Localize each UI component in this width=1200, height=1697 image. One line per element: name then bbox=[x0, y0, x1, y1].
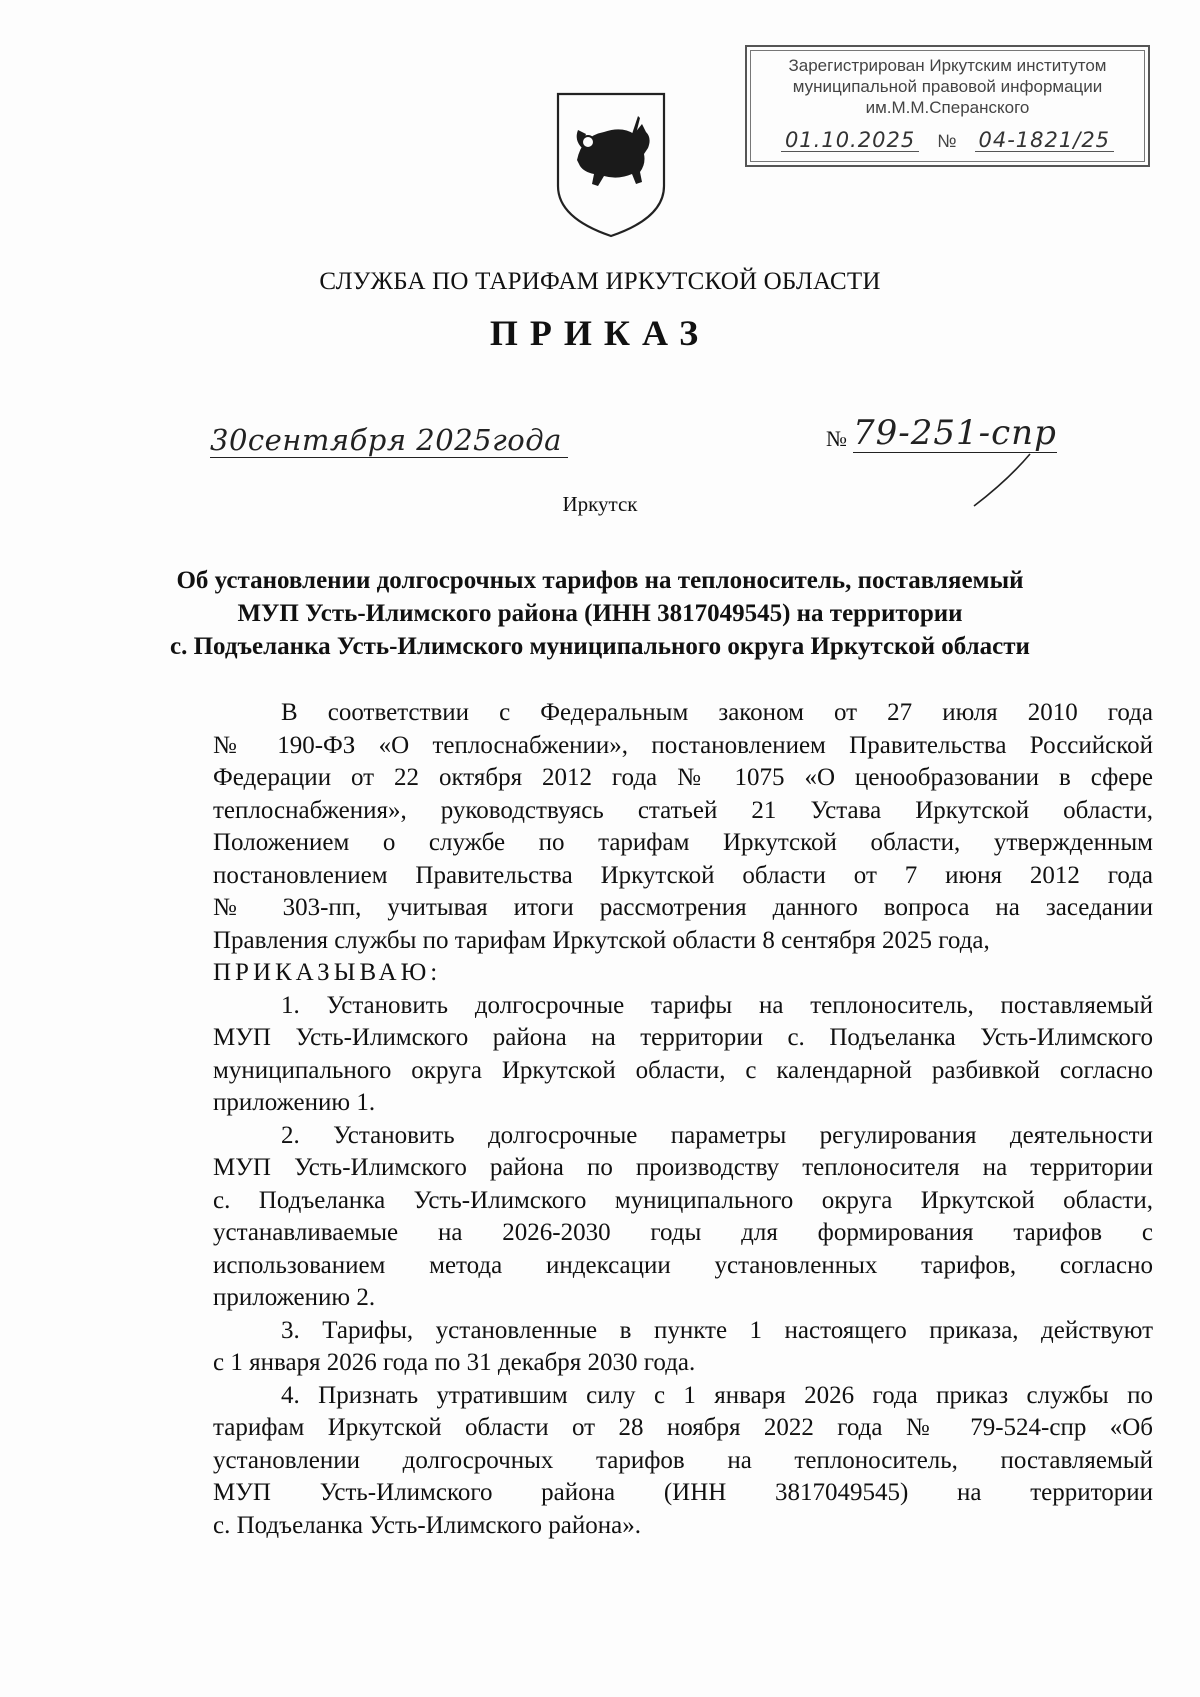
issuing-authority: СЛУЖБА ПО ТАРИФАМ ИРКУТСКОЙ ОБЛАСТИ bbox=[319, 268, 881, 295]
item-4-line: 4. Признать утратившим силу с 1 января 2026 года приказ службы по bbox=[281, 1381, 1153, 1409]
item-1-line: 1. Установить долгосрочные тарифы на теплоноситель, поставляемый bbox=[281, 991, 1153, 1019]
preamble-line: теплоснабжения», руководствуясь статьей 21 Устава Иркутской области, bbox=[213, 796, 1153, 824]
item-2-line: приложению 2. bbox=[213, 1284, 376, 1311]
preamble-line: В соответствии с Федеральным законом от 27 июля 2010 года bbox=[281, 699, 1153, 726]
stamp-date: 01.10.2025 bbox=[781, 130, 919, 152]
preamble-line: № 190-ФЗ «О теплоснабжении», постановлением Правительства Российской bbox=[213, 731, 1153, 759]
order-heading bbox=[150, 564, 1050, 663]
stamp-line-3: им.М.М.Сперанского bbox=[865, 98, 1030, 117]
heading-line: Об установлении долгосрочных тарифов на теплоноситель, поставляемый bbox=[176, 567, 1024, 594]
order-body bbox=[213, 697, 1153, 1542]
stamp-number-label: № bbox=[937, 131, 957, 151]
item-4-line: МУП Усть-Илимского района (ИНН 3817049545) на территории bbox=[213, 1479, 1153, 1506]
place-of-issue: Иркутск bbox=[562, 492, 638, 516]
decree-word: ПРИКАЗЫВАЮ: bbox=[213, 959, 442, 986]
item-4-line: тарифам Иркутской области от 28 ноября 2022 года № 79-524-спр «Об bbox=[213, 1414, 1153, 1441]
item-2-line: МУП Усть-Илимского района по производству теплоносителя на территории bbox=[213, 1154, 1153, 1181]
heading-line: МУП Усть-Илимского района (ИНН 3817049545) на территории bbox=[237, 600, 963, 627]
document-title: ПРИКАЗ bbox=[489, 313, 711, 353]
item-3-line: с 1 января 2026 года по 31 декабря 2030 года. bbox=[213, 1349, 696, 1376]
preamble-line: постановлением Правительства Иркутской области от 7 июня 2012 года bbox=[213, 861, 1153, 889]
item-2-line: использованием метода индексации установленных тарифов, согласно bbox=[213, 1251, 1153, 1279]
registration-stamp bbox=[745, 45, 1150, 167]
stamp-line-1: Зарегистрирован Иркутским институтом bbox=[788, 56, 1107, 75]
item-4-line: с. Подъеланка Усть-Илимского района». bbox=[213, 1511, 641, 1539]
item-1-line: МУП Усть-Илимского района на территории с. Подъеланка Усть-Илимского bbox=[213, 1024, 1153, 1051]
order-number-label: № bbox=[826, 426, 847, 451]
preamble-line: Федерации от 22 октября 2012 года № 1075 «О ценообразовании в сфере bbox=[213, 764, 1153, 791]
preamble-line: № 303-пп, учитывая итоги рассмотрения данного вопроса на заседании bbox=[213, 894, 1153, 921]
coat-of-arms-icon bbox=[552, 90, 670, 240]
stamp-line-2: муниципальной правовой информации bbox=[792, 77, 1103, 96]
preamble-line: Правления службы по тарифам Иркутской области 8 сентября 2025 года, bbox=[213, 926, 990, 954]
item-4-line: установлении долгосрочных тарифов на теплоноситель, поставляемый bbox=[213, 1446, 1153, 1474]
order-number: 79-251-спр bbox=[853, 413, 1057, 453]
order-date: 30сентября 2025года bbox=[210, 423, 568, 458]
item-3-line: 3. Тарифы, установленные в пункте 1 настоящего приказа, действуют bbox=[281, 1316, 1153, 1344]
heading-line: с. Подъеланка Усть-Илимского муниципального округа Иркутской области bbox=[170, 633, 1030, 660]
item-2-line: 2. Установить долгосрочные параметры регулирования деятельности bbox=[281, 1121, 1153, 1149]
item-1-line: приложению 1. bbox=[213, 1089, 376, 1116]
item-1-line: муниципального округа Иркутской области, с календарной разбивкой согласно bbox=[213, 1056, 1153, 1084]
preamble-line: Положением о службе по тарифам Иркутской области, утвержденным bbox=[213, 829, 1153, 856]
item-2-line: с. Подъеланка Усть-Илимского муниципального округа Иркутской области, bbox=[213, 1186, 1153, 1214]
stamp-number: 04-1821/25 bbox=[975, 130, 1115, 152]
item-2-line: устанавливаемые на 2026-2030 годы для формирования тарифов с bbox=[213, 1219, 1153, 1246]
